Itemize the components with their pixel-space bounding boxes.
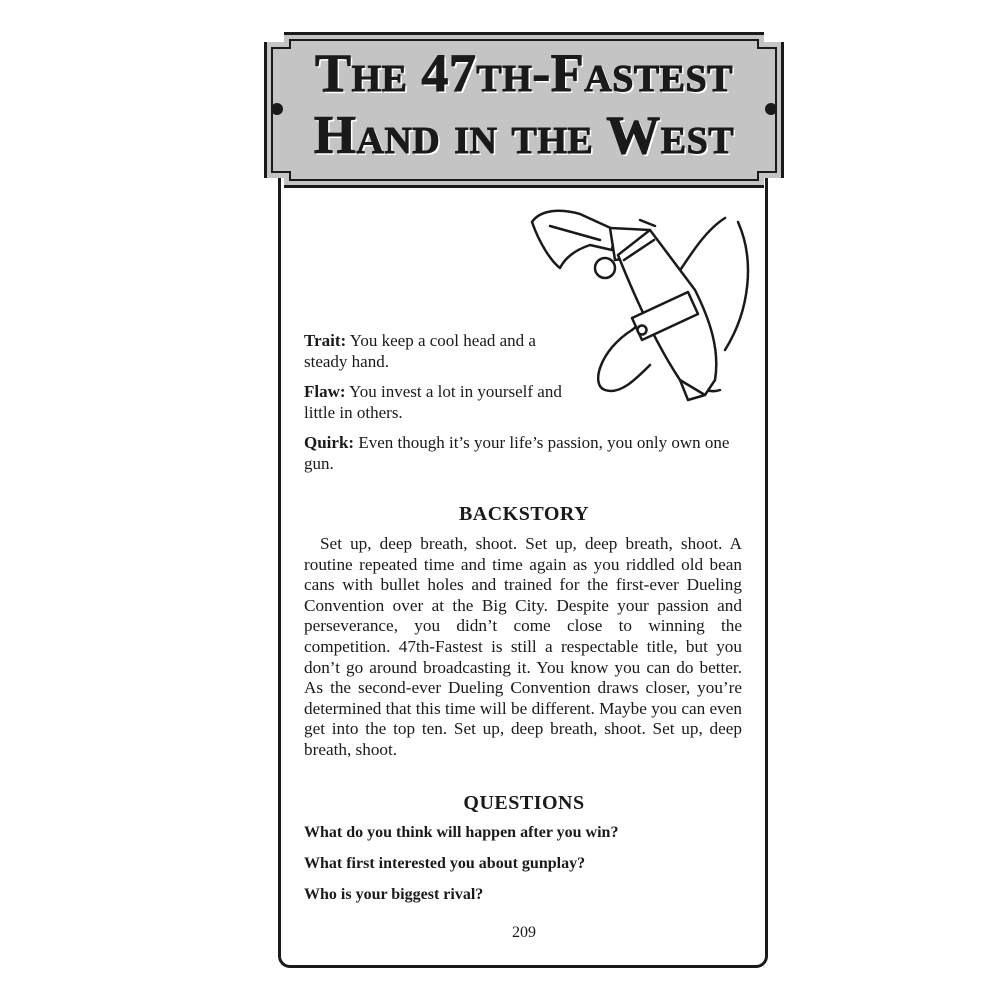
trait-text <box>304 330 564 372</box>
trait-value: You keep a cool head and a steady hand. <box>304 331 536 371</box>
flaw-value: You invest a lot in yourself and little in others. <box>304 382 562 422</box>
quirk-value: Even though it’s your life’s passion, you only own one gun. <box>304 433 730 473</box>
question-item: Who is your biggest rival? <box>304 886 484 903</box>
questions-list <box>304 823 744 916</box>
quirk-text <box>304 432 744 474</box>
flaw-label: Flaw: <box>304 382 346 401</box>
title-line-2: Hand in the West <box>313 105 735 165</box>
quirk-label: Quirk: <box>304 433 355 452</box>
trait-label: Trait: <box>304 331 347 350</box>
backstory-heading: BACKSTORY <box>458 503 590 525</box>
page-number: 209 <box>512 924 536 941</box>
question-item: What do you think will happen after you win? <box>304 824 619 841</box>
question-item: What first interested you about gunplay? <box>304 855 586 872</box>
traits-section <box>304 330 744 483</box>
flaw-text <box>304 381 564 423</box>
page-title <box>284 42 764 166</box>
backstory-paragraph: Set up, deep breath, shoot. Set up, deep breath, shoot. A routine repeated time and time again as you riddled old bean cans with bullet holes and trained for the first-ever Dueling Convention over at the Big City. Despite your passion and perseverance, you didn’t come close to winning the competition. 47th-Fastest is still a respectable title, but you don’t go around broadcasting it. You know you can do better. As the second-ever Dueling Convention draws closer, you’re determined that this time will be different. Maybe you can even get into the top ten. Set up, deep breath, shoot. Set up, deep breath, shoot. <box>304 534 742 759</box>
title-line-1: The 47th-Fastest <box>314 43 734 103</box>
questions-heading: QUESTIONS <box>463 792 585 814</box>
left-rivet-icon <box>271 103 283 115</box>
right-rivet-icon <box>765 103 777 115</box>
